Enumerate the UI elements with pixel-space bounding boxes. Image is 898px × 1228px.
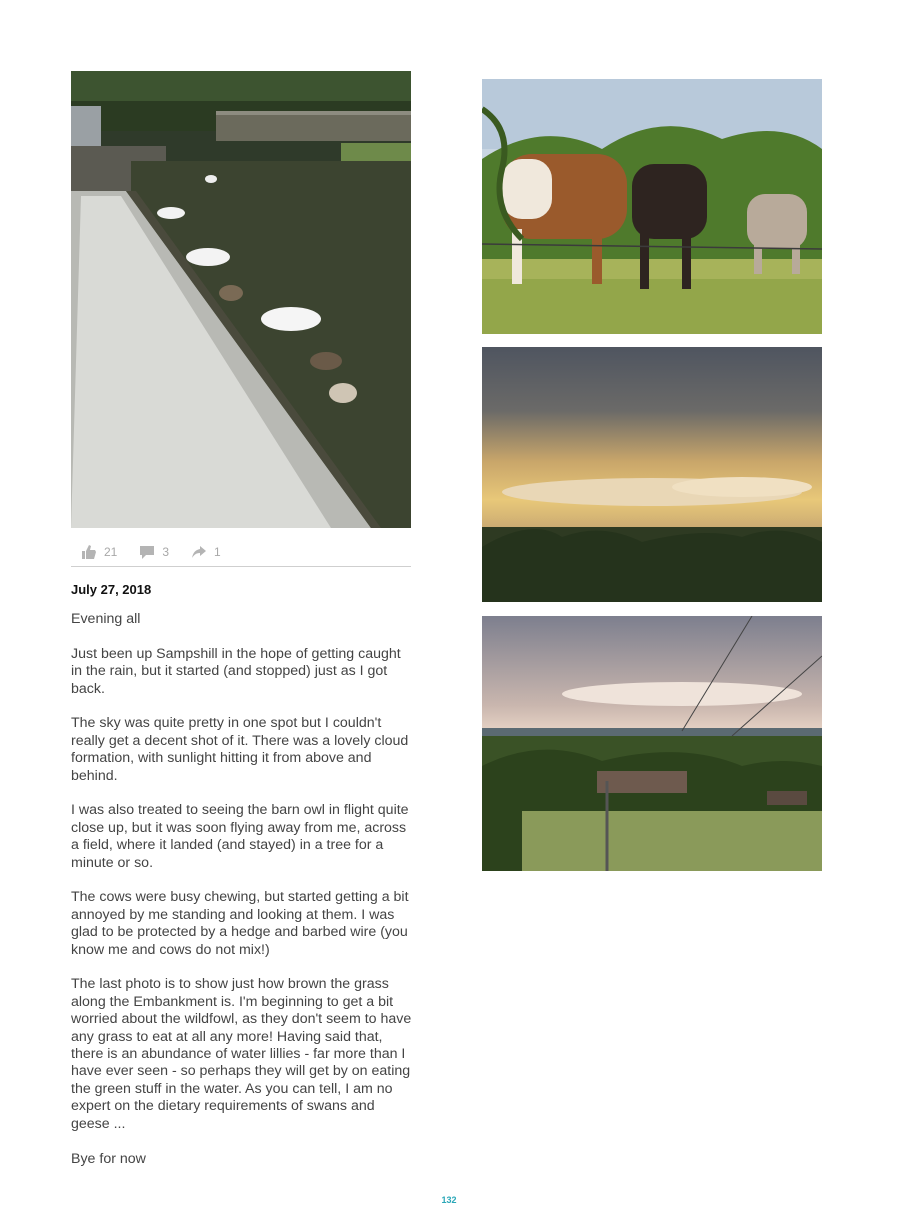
post-paragraph: The last photo is to show just how brown the grass along the Embankment is. I'm beginning to get a bit worried about the wildfowl, as they don't seem to have any grass to eat at all any more! Having said that, there is an abundance of water lillies - far more than I have ever seen - so perhaps they will get by on eating the green stuff in the water. As you can tell, I am no expert on the dietary requirements of swans and geese ... [71,976,412,1132]
comment-bubble-icon [139,544,155,560]
comment-count: 3 [162,545,170,559]
photo-sunset-clouds [482,347,822,602]
comment-stat[interactable] [139,544,169,560]
post-date: July 27, 2018 [71,582,152,597]
post-paragraph: The sky was quite pretty in one spot but I couldn't really get a decent shot of it. There was a lovely cloud formation, with sunlight hitting it from above and behind. [71,715,409,784]
photo-cows-behind-fence [482,79,822,334]
post-paragraph: I was also treated to seeing the barn owl in flight quite close up, but it was soon flying away from me, across a field, where it landed (and stayed) in a tree for a minute or so. [71,802,409,871]
thumbs-up-icon [81,544,97,560]
share-count: 1 [214,545,221,559]
share-stat[interactable] [191,544,221,560]
post-paragraph: Evening all [71,611,141,627]
post-paragraph: The cows were busy chewing, but started getting a bit annoyed by me standing and looking at them. I was glad to be protected by a hedge and barbed wire (you know me and cows do not mix!) [71,889,409,958]
post-stats-bar [71,538,411,567]
like-stat[interactable] [81,544,117,560]
photo-countryside-view [482,616,822,871]
share-arrow-icon [191,544,207,560]
post-body [71,611,413,1185]
page-number: 132 [441,1195,457,1205]
post-paragraph: Just been up Sampshill in the hope of getting caught in the rain, but it started (and stopped) just as I got back. [71,645,401,697]
post-paragraph: Bye for now [71,1150,146,1167]
photo-weir-swans-geese [71,71,411,528]
like-count: 21 [104,545,118,559]
